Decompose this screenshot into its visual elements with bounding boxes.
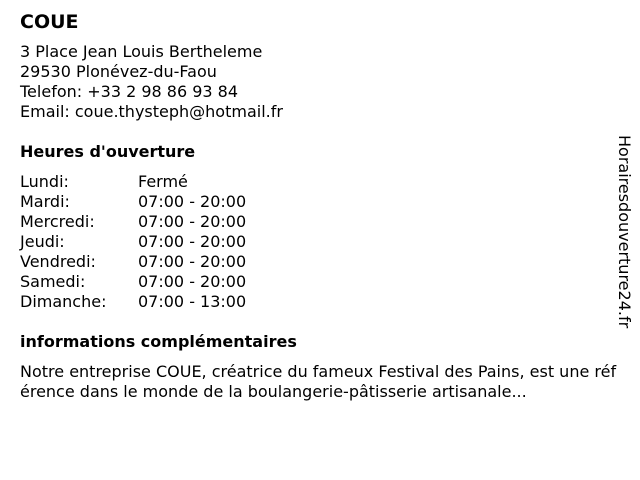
- hours-row-saturday: [20, 272, 610, 292]
- day-label: Dimanche:: [20, 292, 107, 311]
- side-watermark: [612, 135, 634, 345]
- email-line: Email: coue.thysteph@hotmail.fr: [20, 102, 283, 121]
- hours-row-tuesday: [20, 192, 610, 212]
- time-value: 07:00 - 20:00: [138, 192, 247, 211]
- day-label: Mardi:: [20, 192, 70, 211]
- address-line-1: 3 Place Jean Louis Bertheleme: [20, 42, 263, 61]
- business-card: [20, 10, 617, 402]
- phone-line: Telefon: +33 2 98 86 93 84: [20, 82, 239, 101]
- time-value: 07:00 - 20:00: [138, 252, 247, 271]
- business-name: COUE: [20, 11, 79, 33]
- opening-hours-table: [20, 172, 610, 312]
- time-value: 07:00 - 20:00: [138, 232, 247, 251]
- address-line-2: 29530 Plonévez-du-Faou: [20, 62, 217, 81]
- time-value: 07:00 - 20:00: [138, 212, 247, 231]
- day-label: Lundi:: [20, 172, 69, 191]
- hours-row-friday: [20, 252, 610, 272]
- hours-row-thursday: [20, 232, 610, 252]
- watermark-text: Horairesdouverture24.fr: [615, 135, 634, 329]
- additional-info-text: Notre entreprise COUE, créatrice du fameux Festival des Pains, est une référence dans le monde de la boulangerie-pâtisserie artisanale...: [20, 362, 617, 401]
- hours-row-monday: [20, 172, 610, 192]
- hours-row-sunday: [20, 292, 610, 312]
- additional-info-title: informations complémentaires: [20, 332, 297, 351]
- day-label: Jeudi:: [20, 232, 65, 251]
- time-value: 07:00 - 20:00: [138, 272, 247, 291]
- day-label: Mercredi:: [20, 212, 95, 231]
- time-value: Fermé: [138, 172, 188, 191]
- time-value: 07:00 - 13:00: [138, 292, 247, 311]
- day-label: Vendredi:: [20, 252, 96, 271]
- hours-row-wednesday: [20, 212, 610, 232]
- day-label: Samedi:: [20, 272, 86, 291]
- opening-hours-title: Heures d'ouverture: [20, 142, 196, 161]
